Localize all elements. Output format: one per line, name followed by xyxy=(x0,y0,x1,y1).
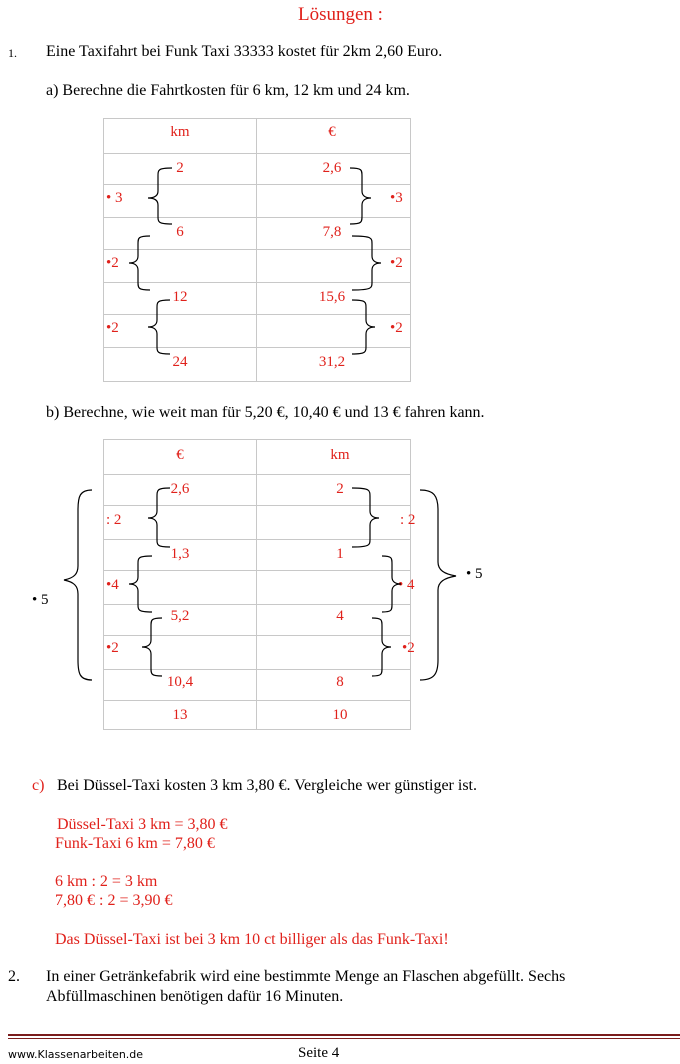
table-b-right-value: 1 xyxy=(336,546,344,562)
question-b: b) Berechne, wie weit man für 5,20 €, 10,40 € und 13 € fahren kann. xyxy=(46,404,485,421)
table-b-right-value: 2 xyxy=(336,481,344,497)
header-km: km xyxy=(170,124,190,140)
left-factor: •2 xyxy=(106,255,119,271)
task-number: 2. xyxy=(8,968,20,985)
table-b-right-value: 10 xyxy=(332,707,348,723)
table-a-left-value: 2 xyxy=(176,160,184,176)
table-b-right-value: 8 xyxy=(336,674,344,690)
header-euro: € xyxy=(176,447,184,463)
right-factor: •2 xyxy=(402,640,415,656)
left-factor: •4 xyxy=(106,577,119,593)
answer-line: Funk-Taxi 6 km = 7,80 € xyxy=(55,835,215,852)
table-b-right-value: 4 xyxy=(336,608,344,624)
right-factor: : 2 xyxy=(400,512,416,528)
table-a-right-value: 2,6 xyxy=(322,160,342,176)
outer-right-factor: • 5 xyxy=(466,566,483,582)
question-a: a) Berechne die Fahrtkosten für 6 km, 12 km und 24 km. xyxy=(46,82,410,99)
header-km: km xyxy=(330,447,350,463)
footer-site: www.Klassenarbeiten.de xyxy=(8,1048,144,1061)
left-factor: •2 xyxy=(106,320,119,336)
table-b-left-value: 2,6 xyxy=(170,481,190,497)
left-factor: •2 xyxy=(106,640,119,656)
answer-line: Düssel-Taxi 3 km = 3,80 € xyxy=(57,816,228,833)
table-a-left-value: 24 xyxy=(172,354,188,370)
table-a-right-value: 15,6 xyxy=(318,289,346,305)
header-euro: € xyxy=(328,124,336,140)
answer-line: 7,80 € : 2 = 3,90 € xyxy=(55,892,173,909)
right-factor: •3 xyxy=(390,190,403,206)
task-number: 1. xyxy=(8,46,17,60)
table-a-right-value: 31,2 xyxy=(318,354,346,370)
table-a-left-value: 12 xyxy=(172,289,188,305)
outer-left-factor: • 5 xyxy=(32,592,49,608)
question-c-label: c) xyxy=(32,777,45,794)
right-factor: •2 xyxy=(390,255,403,271)
answer-line: 6 km : 2 = 3 km xyxy=(55,873,158,890)
table-a-left-value: 6 xyxy=(176,224,184,240)
right-factor: • 4 xyxy=(398,577,415,593)
footer-divider xyxy=(8,1034,680,1036)
table-a-right-value: 7,8 xyxy=(322,224,342,240)
table-b-left-value: 5,2 xyxy=(170,608,190,624)
footer-page-number: Seite 4 xyxy=(298,1045,340,1061)
question-c: Bei Düssel-Taxi kosten 3 km 3,80 €. Vergleiche wer günstiger ist. xyxy=(57,777,477,794)
left-factor: • 3 xyxy=(106,190,123,206)
table-b-left-value: 1,3 xyxy=(170,546,190,562)
left-factor: : 2 xyxy=(106,512,122,528)
footer-divider xyxy=(8,1038,680,1039)
page-title: Lösungen : xyxy=(298,4,383,25)
task-text: Abfüllmaschinen benötigen dafür 16 Minuten. xyxy=(46,988,344,1005)
task-text: In einer Getränkefabrik wird eine bestimmte Menge an Flaschen abgefüllt. Sechs xyxy=(46,968,566,985)
table-b-left-value: 10,4 xyxy=(166,674,194,690)
task-text: Eine Taxifahrt bei Funk Taxi 33333 kostet für 2km 2,60 Euro. xyxy=(46,43,443,60)
table-b-left-value: 13 xyxy=(172,707,188,723)
answer-conclusion: Das Düssel-Taxi ist bei 3 km 10 ct billiger als das Funk-Taxi! xyxy=(55,931,449,948)
right-factor: •2 xyxy=(390,320,403,336)
